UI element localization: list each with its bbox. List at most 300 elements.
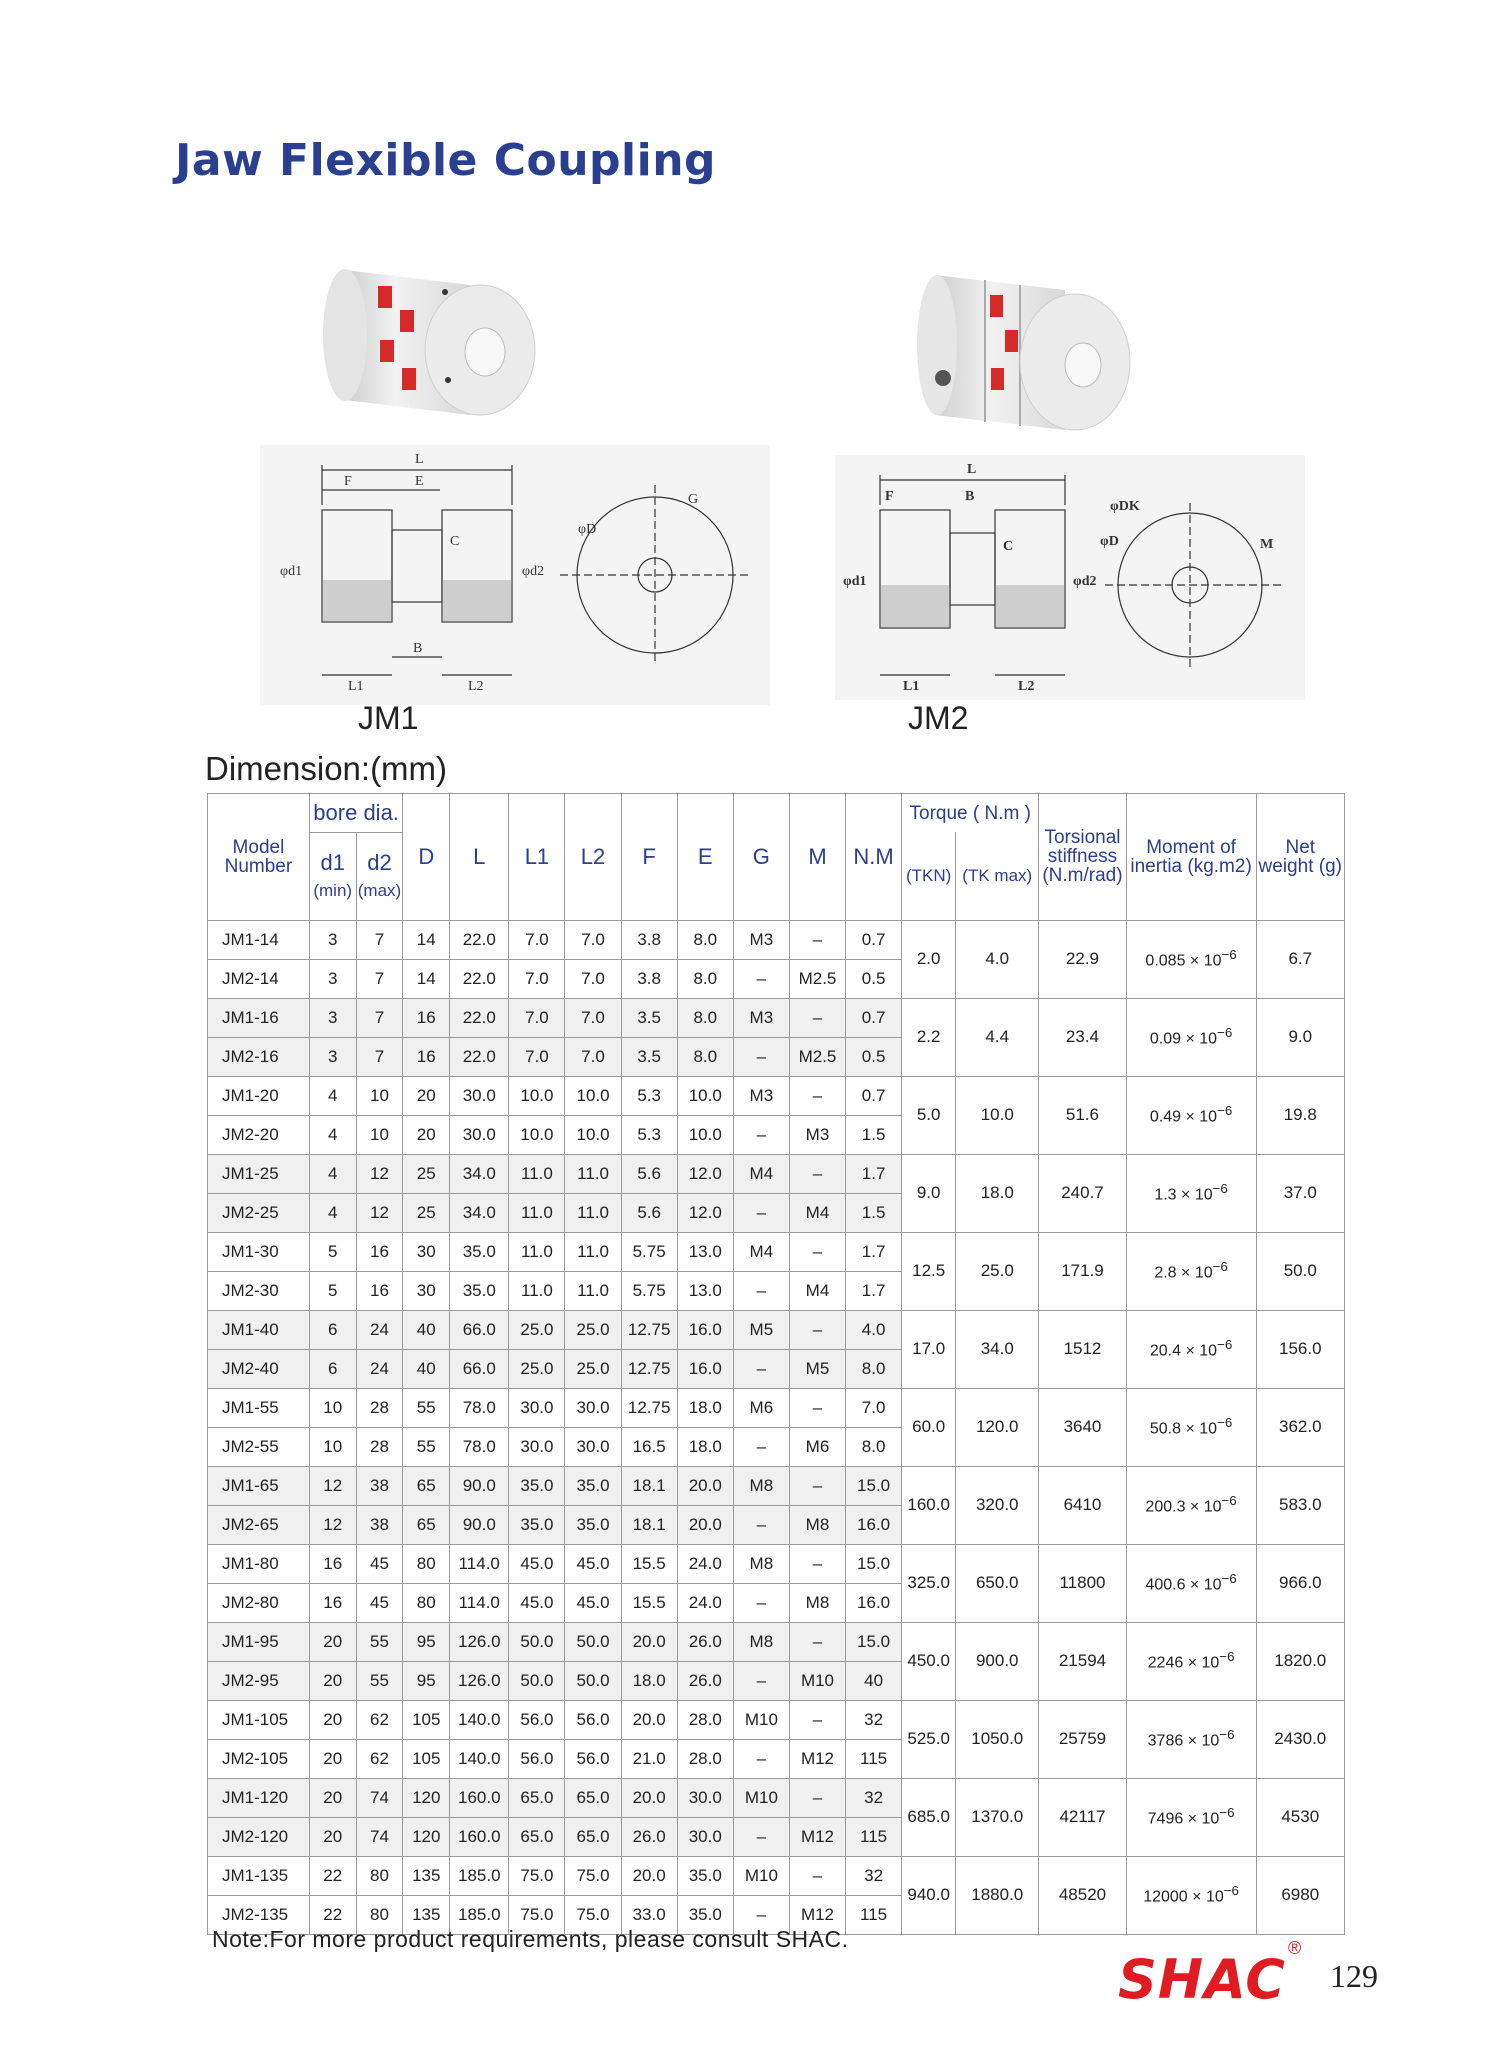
cell-d2: 24 bbox=[356, 1349, 403, 1388]
cell-d2: 62 bbox=[356, 1739, 403, 1778]
cell-d2: 10 bbox=[356, 1115, 403, 1154]
cell-l2: 10.0 bbox=[565, 1076, 621, 1115]
inertia-value: 2246 bbox=[1147, 1654, 1184, 1672]
table-row bbox=[208, 1700, 1345, 1739]
inertia-exponent: −6 bbox=[1217, 1415, 1233, 1431]
cell-l1: 7.0 bbox=[509, 920, 565, 959]
cell-stiffness: 11800 bbox=[1039, 1544, 1126, 1622]
jm1-dim-label: φD bbox=[578, 522, 597, 537]
cell-inertia bbox=[1126, 1622, 1256, 1700]
cell-stiffness: 1512 bbox=[1039, 1310, 1126, 1388]
cell-e: 28.0 bbox=[677, 1739, 733, 1778]
jm2-dim-label: L2 bbox=[1018, 679, 1035, 694]
cell-e: 20.0 bbox=[677, 1466, 733, 1505]
cell-f: 12.75 bbox=[621, 1388, 677, 1427]
cell-l1: 56.0 bbox=[509, 1739, 565, 1778]
cell-tkmax: 10.0 bbox=[956, 1076, 1039, 1154]
cell-l: 140.0 bbox=[450, 1739, 509, 1778]
cell-l2: 25.0 bbox=[565, 1310, 621, 1349]
cell-stiffness: 48520 bbox=[1039, 1856, 1126, 1934]
cell-d: 30 bbox=[403, 1271, 450, 1310]
cell-d1: 4 bbox=[309, 1154, 356, 1193]
cell-f: 18.0 bbox=[621, 1661, 677, 1700]
cell-l2: 11.0 bbox=[565, 1154, 621, 1193]
table-row bbox=[208, 1154, 1345, 1193]
cell-d: 120 bbox=[403, 1817, 450, 1856]
inertia-value: 200.3 bbox=[1145, 1498, 1186, 1516]
cell-nm: 4.0 bbox=[846, 1310, 902, 1349]
cell-g: M4 bbox=[733, 1232, 789, 1271]
cell-d1: 3 bbox=[309, 1037, 356, 1076]
cell-m: – bbox=[789, 1154, 845, 1193]
cell-e: 8.0 bbox=[677, 1037, 733, 1076]
cell-l: 35.0 bbox=[450, 1232, 509, 1271]
cell-d2: 74 bbox=[356, 1817, 403, 1856]
cell-d2: 12 bbox=[356, 1193, 403, 1232]
cell-nm: 115 bbox=[846, 1817, 902, 1856]
cell-m: – bbox=[789, 1778, 845, 1817]
cell-model: JM2-20 bbox=[208, 1115, 310, 1154]
cell-m: – bbox=[789, 998, 845, 1037]
cell-stiffness: 25759 bbox=[1039, 1700, 1126, 1778]
cell-tkn: 160.0 bbox=[902, 1466, 956, 1544]
cell-l1: 45.0 bbox=[509, 1583, 565, 1622]
cell-d2: 12 bbox=[356, 1154, 403, 1193]
table-row bbox=[208, 1856, 1345, 1895]
cell-d1: 20 bbox=[309, 1622, 356, 1661]
cell-stiffness: 21594 bbox=[1039, 1622, 1126, 1700]
header-d1 bbox=[309, 832, 356, 920]
cell-l2: 75.0 bbox=[565, 1895, 621, 1934]
inertia-value: 3786 bbox=[1147, 1732, 1184, 1750]
header-d2-sub: (max) bbox=[357, 881, 402, 900]
header-L1: L1 bbox=[509, 794, 565, 921]
inertia-exponent: −6 bbox=[1221, 947, 1237, 963]
cell-inertia bbox=[1126, 920, 1256, 998]
cell-g: M10 bbox=[733, 1856, 789, 1895]
jm1-dim-label: G bbox=[688, 492, 699, 507]
variant-label-jm1: JM1 bbox=[358, 700, 419, 736]
cell-g: – bbox=[733, 1895, 789, 1934]
inertia-value: 0.09 bbox=[1149, 1030, 1182, 1048]
cell-m: – bbox=[789, 1856, 845, 1895]
cell-weight: 6.7 bbox=[1256, 920, 1344, 998]
cell-nm: 0.7 bbox=[846, 1076, 902, 1115]
cell-model: JM1-135 bbox=[208, 1856, 310, 1895]
cell-f: 33.0 bbox=[621, 1895, 677, 1934]
cell-l1: 11.0 bbox=[509, 1232, 565, 1271]
cell-inertia bbox=[1126, 1466, 1256, 1544]
cell-l2: 56.0 bbox=[565, 1739, 621, 1778]
cell-g: M10 bbox=[733, 1700, 789, 1739]
cell-stiffness: 42117 bbox=[1039, 1778, 1126, 1856]
cell-inertia bbox=[1126, 998, 1256, 1076]
cell-f: 21.0 bbox=[621, 1739, 677, 1778]
cell-f: 3.8 bbox=[621, 920, 677, 959]
cell-d2: 38 bbox=[356, 1505, 403, 1544]
cell-nm: 7.0 bbox=[846, 1388, 902, 1427]
jm2-dim-label: C bbox=[1003, 539, 1014, 554]
cell-tkmax: 120.0 bbox=[956, 1388, 1039, 1466]
jm1-dim-label: L2 bbox=[468, 679, 484, 694]
cell-l: 22.0 bbox=[450, 959, 509, 998]
cell-model: JM2-120 bbox=[208, 1817, 310, 1856]
cell-weight: 50.0 bbox=[1256, 1232, 1344, 1310]
cell-weight: 156.0 bbox=[1256, 1310, 1344, 1388]
table-row bbox=[208, 1466, 1345, 1505]
cell-d2: 7 bbox=[356, 998, 403, 1037]
cell-e: 24.0 bbox=[677, 1583, 733, 1622]
cell-d2: 7 bbox=[356, 1037, 403, 1076]
cell-l: 160.0 bbox=[450, 1817, 509, 1856]
inertia-exponent: −6 bbox=[1223, 1883, 1239, 1899]
cell-d: 25 bbox=[403, 1154, 450, 1193]
cell-l2: 25.0 bbox=[565, 1349, 621, 1388]
cell-d2: 16 bbox=[356, 1271, 403, 1310]
dimension-heading: Dimension:(mm) bbox=[205, 750, 448, 787]
cell-d1: 6 bbox=[309, 1310, 356, 1349]
cell-nm: 32 bbox=[846, 1778, 902, 1817]
cell-g: M3 bbox=[733, 1076, 789, 1115]
inertia-suffix: × 10 bbox=[1185, 1108, 1218, 1126]
cell-nm: 15.0 bbox=[846, 1544, 902, 1583]
cell-l1: 10.0 bbox=[509, 1076, 565, 1115]
cell-l: 22.0 bbox=[450, 998, 509, 1037]
cell-d2: 38 bbox=[356, 1466, 403, 1505]
cell-l1: 25.0 bbox=[509, 1349, 565, 1388]
cell-l2: 50.0 bbox=[565, 1661, 621, 1700]
cell-tkn: 450.0 bbox=[902, 1622, 956, 1700]
cell-e: 10.0 bbox=[677, 1076, 733, 1115]
cell-l2: 65.0 bbox=[565, 1817, 621, 1856]
cell-f: 20.0 bbox=[621, 1856, 677, 1895]
cell-stiffness: 22.9 bbox=[1039, 920, 1126, 998]
spec-table bbox=[207, 793, 1345, 1935]
cell-d1: 10 bbox=[309, 1427, 356, 1466]
cell-tkmax: 650.0 bbox=[956, 1544, 1039, 1622]
cell-d1: 4 bbox=[309, 1193, 356, 1232]
cell-model: JM2-105 bbox=[208, 1739, 310, 1778]
cell-l2: 35.0 bbox=[565, 1466, 621, 1505]
jm2-technical-drawing bbox=[835, 455, 1305, 700]
cell-g: – bbox=[733, 1427, 789, 1466]
cell-l: 30.0 bbox=[450, 1115, 509, 1154]
page-title: Jaw Flexible Coupling bbox=[175, 135, 717, 186]
cell-d2: 7 bbox=[356, 920, 403, 959]
cell-l2: 11.0 bbox=[565, 1232, 621, 1271]
cell-nm: 32 bbox=[846, 1700, 902, 1739]
cell-nm: 1.5 bbox=[846, 1193, 902, 1232]
header-torque: Torque ( N.m ) bbox=[902, 794, 1039, 833]
jm1-technical-drawing bbox=[260, 445, 770, 705]
cell-nm: 1.5 bbox=[846, 1115, 902, 1154]
cell-l1: 7.0 bbox=[509, 1037, 565, 1076]
header-M: M bbox=[789, 794, 845, 921]
inertia-suffix: × 10 bbox=[1185, 1030, 1218, 1048]
cell-l1: 7.0 bbox=[509, 959, 565, 998]
cell-f: 5.3 bbox=[621, 1115, 677, 1154]
table-row bbox=[208, 1232, 1345, 1271]
inertia-exponent: −6 bbox=[1219, 1649, 1235, 1665]
cell-weight: 2430.0 bbox=[1256, 1700, 1344, 1778]
cell-tkn: 325.0 bbox=[902, 1544, 956, 1622]
cell-d: 20 bbox=[403, 1076, 450, 1115]
cell-inertia bbox=[1126, 1700, 1256, 1778]
cell-d1: 3 bbox=[309, 998, 356, 1037]
cell-f: 18.1 bbox=[621, 1466, 677, 1505]
cell-model: JM2-16 bbox=[208, 1037, 310, 1076]
cell-tkmax: 1370.0 bbox=[956, 1778, 1039, 1856]
cell-l1: 75.0 bbox=[509, 1895, 565, 1934]
cell-d1: 16 bbox=[309, 1544, 356, 1583]
cell-f: 5.75 bbox=[621, 1271, 677, 1310]
cell-l: 140.0 bbox=[450, 1700, 509, 1739]
cell-f: 5.6 bbox=[621, 1154, 677, 1193]
cell-l2: 75.0 bbox=[565, 1856, 621, 1895]
cell-d: 135 bbox=[403, 1895, 450, 1934]
cell-l1: 11.0 bbox=[509, 1193, 565, 1232]
cell-m: – bbox=[789, 1622, 845, 1661]
inertia-exponent: −6 bbox=[1221, 1493, 1237, 1509]
cell-model: JM1-105 bbox=[208, 1700, 310, 1739]
cell-d2: 62 bbox=[356, 1700, 403, 1739]
cell-d: 25 bbox=[403, 1193, 450, 1232]
inertia-exponent: −6 bbox=[1217, 1337, 1233, 1353]
cell-inertia bbox=[1126, 1310, 1256, 1388]
cell-d2: 28 bbox=[356, 1388, 403, 1427]
cell-e: 26.0 bbox=[677, 1622, 733, 1661]
cell-m: M4 bbox=[789, 1193, 845, 1232]
cell-d: 55 bbox=[403, 1388, 450, 1427]
cell-tkmax: 1880.0 bbox=[956, 1856, 1039, 1934]
inertia-exponent: −6 bbox=[1221, 1571, 1237, 1587]
inertia-suffix: × 10 bbox=[1189, 1576, 1222, 1594]
cell-d1: 20 bbox=[309, 1817, 356, 1856]
cell-tkn: 2.2 bbox=[902, 998, 956, 1076]
cell-e: 18.0 bbox=[677, 1427, 733, 1466]
cell-d: 40 bbox=[403, 1310, 450, 1349]
inertia-suffix: × 10 bbox=[1187, 1654, 1220, 1672]
inertia-suffix: × 10 bbox=[1189, 1498, 1222, 1516]
cell-g: M8 bbox=[733, 1544, 789, 1583]
cell-d2: 45 bbox=[356, 1583, 403, 1622]
cell-weight: 362.0 bbox=[1256, 1388, 1344, 1466]
cell-d1: 22 bbox=[309, 1856, 356, 1895]
cell-l: 78.0 bbox=[450, 1427, 509, 1466]
cell-d: 105 bbox=[403, 1700, 450, 1739]
cell-d: 80 bbox=[403, 1583, 450, 1622]
cell-model: JM1-65 bbox=[208, 1466, 310, 1505]
inertia-value: 0.085 bbox=[1145, 952, 1186, 970]
cell-model: JM1-16 bbox=[208, 998, 310, 1037]
cell-f: 5.6 bbox=[621, 1193, 677, 1232]
cell-weight: 4530 bbox=[1256, 1778, 1344, 1856]
cell-d1: 6 bbox=[309, 1349, 356, 1388]
inertia-value: 7496 bbox=[1147, 1810, 1184, 1828]
cell-inertia bbox=[1126, 1076, 1256, 1154]
cell-l1: 11.0 bbox=[509, 1271, 565, 1310]
cell-tkn: 940.0 bbox=[902, 1856, 956, 1934]
header-moment: Moment of inertia (kg.m2) bbox=[1126, 794, 1256, 921]
cell-l1: 65.0 bbox=[509, 1778, 565, 1817]
cell-m: – bbox=[789, 1700, 845, 1739]
header-L2: L2 bbox=[565, 794, 621, 921]
cell-weight: 1820.0 bbox=[1256, 1622, 1344, 1700]
cell-e: 13.0 bbox=[677, 1232, 733, 1271]
cell-f: 18.1 bbox=[621, 1505, 677, 1544]
cell-f: 15.5 bbox=[621, 1544, 677, 1583]
cell-d1: 5 bbox=[309, 1271, 356, 1310]
header-tkmax: (TK max) bbox=[956, 832, 1039, 920]
cell-d: 95 bbox=[403, 1661, 450, 1700]
jm2-dim-label: φDK bbox=[1110, 499, 1140, 514]
cell-g: – bbox=[733, 1037, 789, 1076]
jm2-dim-label: φd1 bbox=[843, 574, 867, 589]
cell-d1: 12 bbox=[309, 1466, 356, 1505]
cell-model: JM2-25 bbox=[208, 1193, 310, 1232]
cell-f: 3.8 bbox=[621, 959, 677, 998]
jm1-dim-label: C bbox=[450, 534, 460, 549]
cell-nm: 115 bbox=[846, 1895, 902, 1934]
cell-m: M12 bbox=[789, 1739, 845, 1778]
cell-weight: 9.0 bbox=[1256, 998, 1344, 1076]
jm2-dim-label: F bbox=[885, 489, 894, 504]
cell-m: M10 bbox=[789, 1661, 845, 1700]
cell-model: JM2-30 bbox=[208, 1271, 310, 1310]
cell-e: 8.0 bbox=[677, 920, 733, 959]
cell-l2: 11.0 bbox=[565, 1271, 621, 1310]
jm2-dim-label: L1 bbox=[903, 679, 920, 694]
cell-model: JM1-80 bbox=[208, 1544, 310, 1583]
jm2-dim-label: B bbox=[965, 489, 975, 504]
jm1-dim-label: B bbox=[413, 641, 423, 656]
header-NM: N.M bbox=[846, 794, 902, 921]
cell-m: – bbox=[789, 1310, 845, 1349]
cell-f: 3.5 bbox=[621, 1037, 677, 1076]
cell-d: 65 bbox=[403, 1505, 450, 1544]
jm1-dim-label: L1 bbox=[348, 679, 364, 694]
cell-d2: 55 bbox=[356, 1661, 403, 1700]
cell-d: 95 bbox=[403, 1622, 450, 1661]
inertia-suffix: × 10 bbox=[1185, 1420, 1218, 1438]
cell-model: JM1-14 bbox=[208, 920, 310, 959]
cell-d2: 16 bbox=[356, 1232, 403, 1271]
cell-e: 30.0 bbox=[677, 1817, 733, 1856]
inertia-value: 2.8 bbox=[1154, 1264, 1177, 1282]
cell-f: 12.75 bbox=[621, 1310, 677, 1349]
cell-stiffness: 240.7 bbox=[1039, 1154, 1126, 1232]
cell-d1: 10 bbox=[309, 1388, 356, 1427]
header-torsional: Torsional stiffness (N.m/rad) bbox=[1039, 794, 1126, 921]
cell-tkn: 17.0 bbox=[902, 1310, 956, 1388]
cell-d: 14 bbox=[403, 920, 450, 959]
cell-tkn: 12.5 bbox=[902, 1232, 956, 1310]
header-d1-label: d1 bbox=[320, 850, 345, 875]
cell-model: JM1-30 bbox=[208, 1232, 310, 1271]
cell-l1: 10.0 bbox=[509, 1115, 565, 1154]
header-G: G bbox=[733, 794, 789, 921]
cell-f: 5.75 bbox=[621, 1232, 677, 1271]
cell-nm: 16.0 bbox=[846, 1505, 902, 1544]
cell-tkmax: 34.0 bbox=[956, 1310, 1039, 1388]
cell-nm: 8.0 bbox=[846, 1349, 902, 1388]
cell-l1: 30.0 bbox=[509, 1388, 565, 1427]
cell-l1: 75.0 bbox=[509, 1856, 565, 1895]
cell-d: 105 bbox=[403, 1739, 450, 1778]
inertia-value: 50.8 bbox=[1149, 1420, 1182, 1438]
cell-d: 120 bbox=[403, 1778, 450, 1817]
inertia-value: 0.49 bbox=[1149, 1108, 1182, 1126]
table-row bbox=[208, 1622, 1345, 1661]
cell-m: – bbox=[789, 920, 845, 959]
cell-nm: 0.7 bbox=[846, 920, 902, 959]
cell-m: M5 bbox=[789, 1349, 845, 1388]
cell-e: 16.0 bbox=[677, 1310, 733, 1349]
cell-d: 40 bbox=[403, 1349, 450, 1388]
cell-tkmax: 4.4 bbox=[956, 998, 1039, 1076]
jm1-dim-label: L bbox=[415, 452, 424, 467]
cell-l: 160.0 bbox=[450, 1778, 509, 1817]
cell-l2: 45.0 bbox=[565, 1583, 621, 1622]
brand-logo: SHAC bbox=[1118, 1948, 1286, 2011]
cell-d1: 12 bbox=[309, 1505, 356, 1544]
cell-tkmax: 1050.0 bbox=[956, 1700, 1039, 1778]
cell-l2: 7.0 bbox=[565, 920, 621, 959]
header-model: Model Number bbox=[208, 794, 310, 921]
inertia-suffix: × 10 bbox=[1189, 952, 1222, 970]
cell-d2: 28 bbox=[356, 1427, 403, 1466]
table-row bbox=[208, 998, 1345, 1037]
cell-g: M3 bbox=[733, 920, 789, 959]
cell-g: – bbox=[733, 1661, 789, 1700]
jm1-dim-label: E bbox=[415, 474, 424, 489]
cell-nm: 1.7 bbox=[846, 1232, 902, 1271]
cell-m: M12 bbox=[789, 1895, 845, 1934]
header-L: L bbox=[450, 794, 509, 921]
page-number: 129 bbox=[1330, 1958, 1378, 1994]
cell-l1: 35.0 bbox=[509, 1505, 565, 1544]
cell-l2: 30.0 bbox=[565, 1427, 621, 1466]
inertia-exponent: −6 bbox=[1219, 1805, 1235, 1821]
cell-d: 135 bbox=[403, 1856, 450, 1895]
cell-g: M10 bbox=[733, 1778, 789, 1817]
cell-m: M8 bbox=[789, 1505, 845, 1544]
cell-g: M5 bbox=[733, 1310, 789, 1349]
cell-m: – bbox=[789, 1466, 845, 1505]
cell-d: 20 bbox=[403, 1115, 450, 1154]
cell-e: 8.0 bbox=[677, 998, 733, 1037]
cell-nm: 0.5 bbox=[846, 1037, 902, 1076]
cell-g: – bbox=[733, 1739, 789, 1778]
jm2-dim-label: φD bbox=[1100, 534, 1119, 549]
cell-nm: 1.7 bbox=[846, 1271, 902, 1310]
cell-d1: 4 bbox=[309, 1115, 356, 1154]
cell-nm: 16.0 bbox=[846, 1583, 902, 1622]
table-row bbox=[208, 1388, 1345, 1427]
inertia-suffix: × 10 bbox=[1187, 1810, 1220, 1828]
inertia-exponent: −6 bbox=[1212, 1259, 1228, 1275]
registered-mark: ® bbox=[1288, 1938, 1302, 1958]
cell-d2: 7 bbox=[356, 959, 403, 998]
cell-l: 66.0 bbox=[450, 1349, 509, 1388]
cell-stiffness: 51.6 bbox=[1039, 1076, 1126, 1154]
inertia-exponent: −6 bbox=[1217, 1025, 1233, 1041]
cell-g: – bbox=[733, 1115, 789, 1154]
inertia-exponent: −6 bbox=[1219, 1727, 1235, 1743]
cell-g: M6 bbox=[733, 1388, 789, 1427]
table-row bbox=[208, 1778, 1345, 1817]
jm1-dim-label: φd2 bbox=[522, 564, 545, 579]
